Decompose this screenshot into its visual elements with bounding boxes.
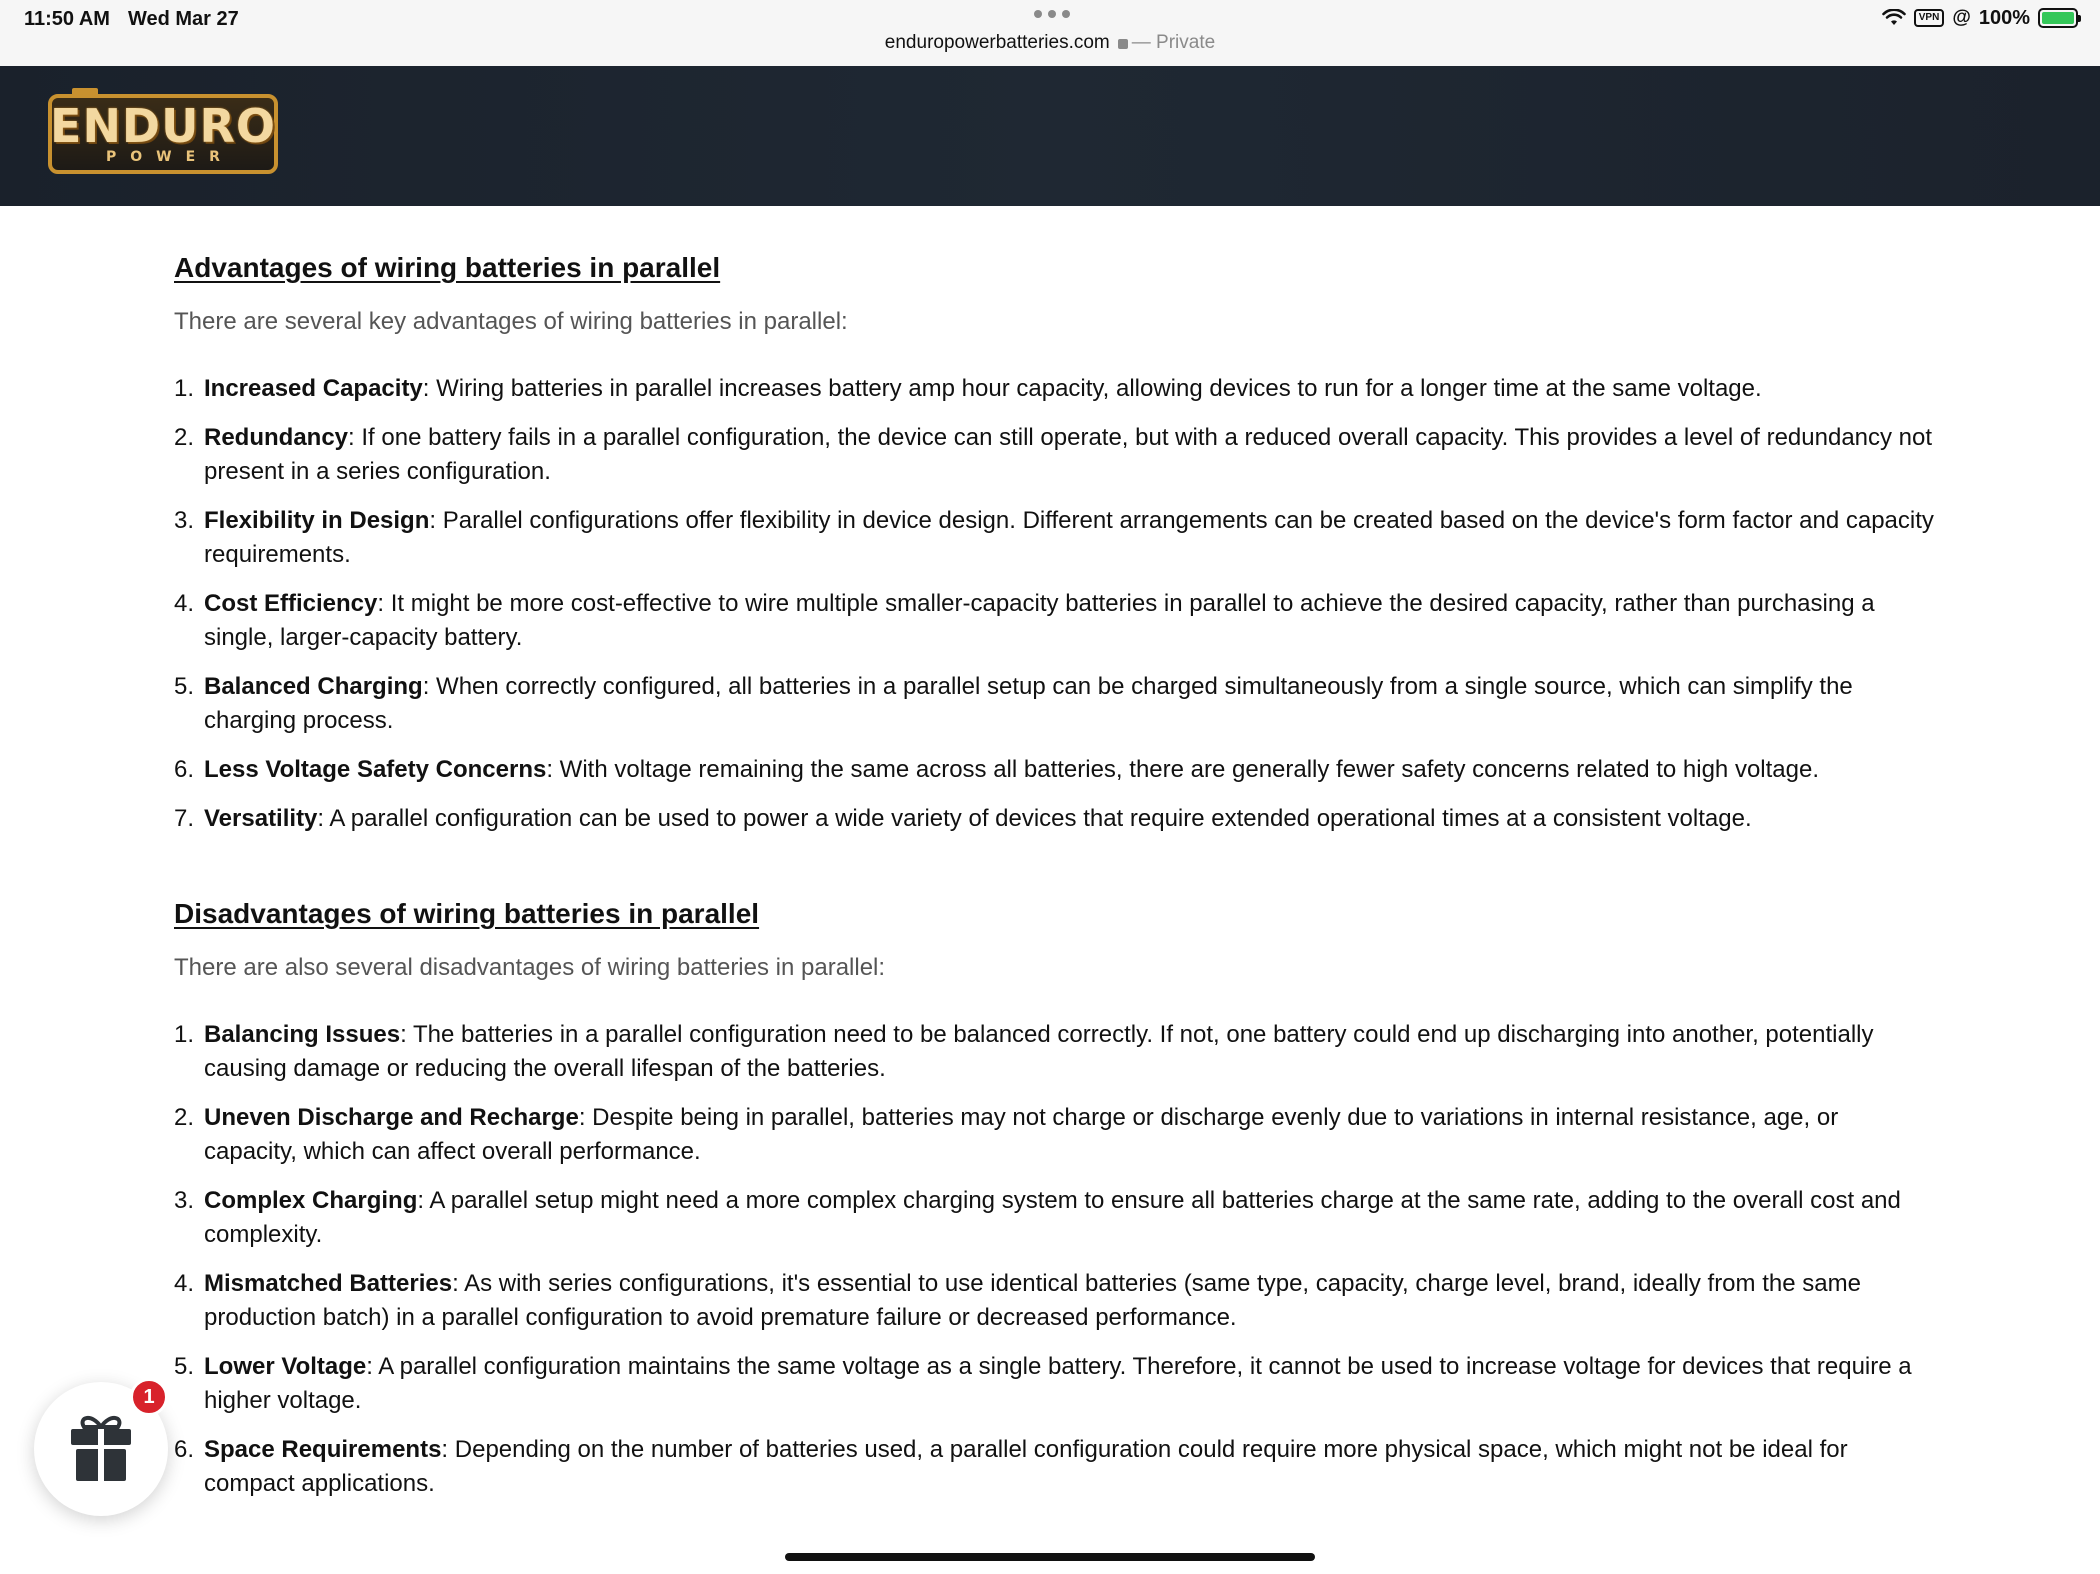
list-number: 2. [174,1104,195,1131]
list-text: : When correctly configured, all batteries in a parallel setup can be charged simultaneously from a single source, which can simplify the charging process. [204,673,1853,734]
list-term: Uneven Discharge and Recharge [204,1104,579,1131]
logo-word: ENDURO [50,99,276,153]
list-item [174,504,1934,572]
list-number: 1. [174,375,195,402]
list-term: Flexibility in Design [204,507,430,534]
battery-charging-icon [2038,8,2078,28]
disadvantages-list [174,1018,1934,1501]
address-bar[interactable] [0,32,2100,54]
list-number: 3. [174,507,195,534]
list-text: : Despite being in parallel, batteries may not charge or discharge evenly due to variations in internal resistance, age, or capacity, which can affect overall performance. [204,1104,1839,1165]
list-item [174,1184,1934,1252]
advantages-list [174,372,1934,836]
list-term: Space Requirements [204,1436,442,1463]
status-date: Wed Mar 27 [127,8,239,30]
list-item [174,1433,1934,1501]
vpn-icon: VPN [1914,9,1945,27]
advantages-section [174,250,1934,836]
list-item [174,421,1934,489]
list-term: Increased Capacity [204,375,423,402]
list-number: 7. [174,805,195,832]
list-item [174,670,1934,738]
list-term: Less Voltage Safety Concerns [204,756,547,783]
advantages-heading: Advantages of wiring batteries in parallel [174,252,721,283]
list-text: : If one battery fails in a parallel configuration, the device can still operate, but with a reduced overall capacity. This provides a level of redundancy not present in a series configuration. [204,424,1933,485]
list-text: : Wiring batteries in parallel increases battery amp hour capacity, allowing devices to run for a longer time at the same voltage. [422,375,1762,402]
list-number: 2. [174,424,195,451]
list-term: Complex Charging [204,1187,418,1214]
status-time: 11:50 AM [24,8,110,30]
list-term: Versatility [204,805,318,832]
logo-sub: POWER [106,149,234,165]
at-icon: @ [1952,7,1971,28]
status-indicators [1882,6,2078,30]
list-item [174,1350,1934,1418]
list-term: Mismatched Batteries [204,1270,453,1297]
list-text: : It might be more cost-effective to wire multiple smaller-capacity batteries in parallel to achieve the desired capacity, rather than purchasing a single, larger-capacity battery. [204,590,1875,651]
url-text: enduropowerbatteries.com [884,32,1110,53]
list-number: 4. [174,590,195,617]
gift-icon [68,1411,134,1488]
more-dots-icon[interactable] [1034,10,1070,20]
enduro-power-logo[interactable] [48,94,278,174]
disadvantages-section [174,896,1934,1501]
list-text: : With voltage remaining the same across all batteries, there are generally fewer safety concerns related to high voltage. [546,756,1819,783]
list-item [174,802,1934,836]
list-text: : A parallel configuration can be used to power a wide variety of devices that require extended operational times at a consistent voltage. [317,805,1752,832]
home-indicator[interactable] [785,1553,1315,1561]
list-item [174,1267,1934,1335]
list-number: 4. [174,1270,195,1297]
list-text: : The batteries in a parallel configuration need to be balanced correctly. If not, one battery could end up discharging into another, potentially causing damage or reducing the overall lifespan of the batteries. [204,1021,1874,1082]
list-number: 5. [174,1353,195,1380]
list-text: : As with series configurations, it's essential to use identical batteries (same type, capacity, charge level, brand, ideally from the same production batch) in a parallel configuration to avoid premature failure or decreased performance. [204,1270,1861,1331]
list-text: : A parallel setup might need a more complex charging system to ensure all batteries charge at the same rate, adding to the overall cost and complexity. [204,1187,1901,1248]
list-item [174,1101,1934,1169]
disadvantages-intro: There are also several disadvantages of wiring batteries in parallel: [174,954,886,981]
list-term: Lower Voltage [204,1353,367,1380]
list-term: Cost Efficiency [204,590,378,617]
list-text: : Parallel configurations offer flexibility in device design. Different arrangements can be created based on the device's form factor and capacity requirements. [204,507,1934,568]
lock-icon [1118,39,1128,49]
list-text: : A parallel configuration maintains the same voltage as a single battery. Therefore, it cannot be used to increase voltage for devices that require a higher voltage. [204,1353,1912,1414]
list-term: Redundancy [204,424,349,451]
list-text: : Depending on the number of batteries used, a parallel configuration could require more physical space, which might not be ideal for compact applications. [204,1436,1848,1497]
status-bar [0,0,2100,66]
list-number: 5. [174,673,195,700]
list-item [174,753,1934,787]
list-item [174,1018,1934,1086]
site-header [0,66,2100,206]
list-number: 1. [174,1021,195,1048]
list-term: Balanced Charging [204,673,423,700]
list-item [174,587,1934,655]
list-number: 6. [174,1436,195,1463]
advantages-intro: There are several key advantages of wiring batteries in parallel: [174,308,848,335]
wifi-icon [1882,9,1906,27]
list-term: Balancing Issues [204,1021,401,1048]
disadvantages-heading: Disadvantages of wiring batteries in parallel [174,898,760,929]
article-content [174,250,1934,1516]
notification-badge: 1 [130,1378,168,1416]
list-number: 6. [174,756,195,783]
status-clock [24,8,239,31]
private-label: — Private [1131,32,1216,53]
battery-percent: 100% [1978,6,2030,29]
list-number: 3. [174,1187,195,1214]
list-item [174,372,1934,406]
